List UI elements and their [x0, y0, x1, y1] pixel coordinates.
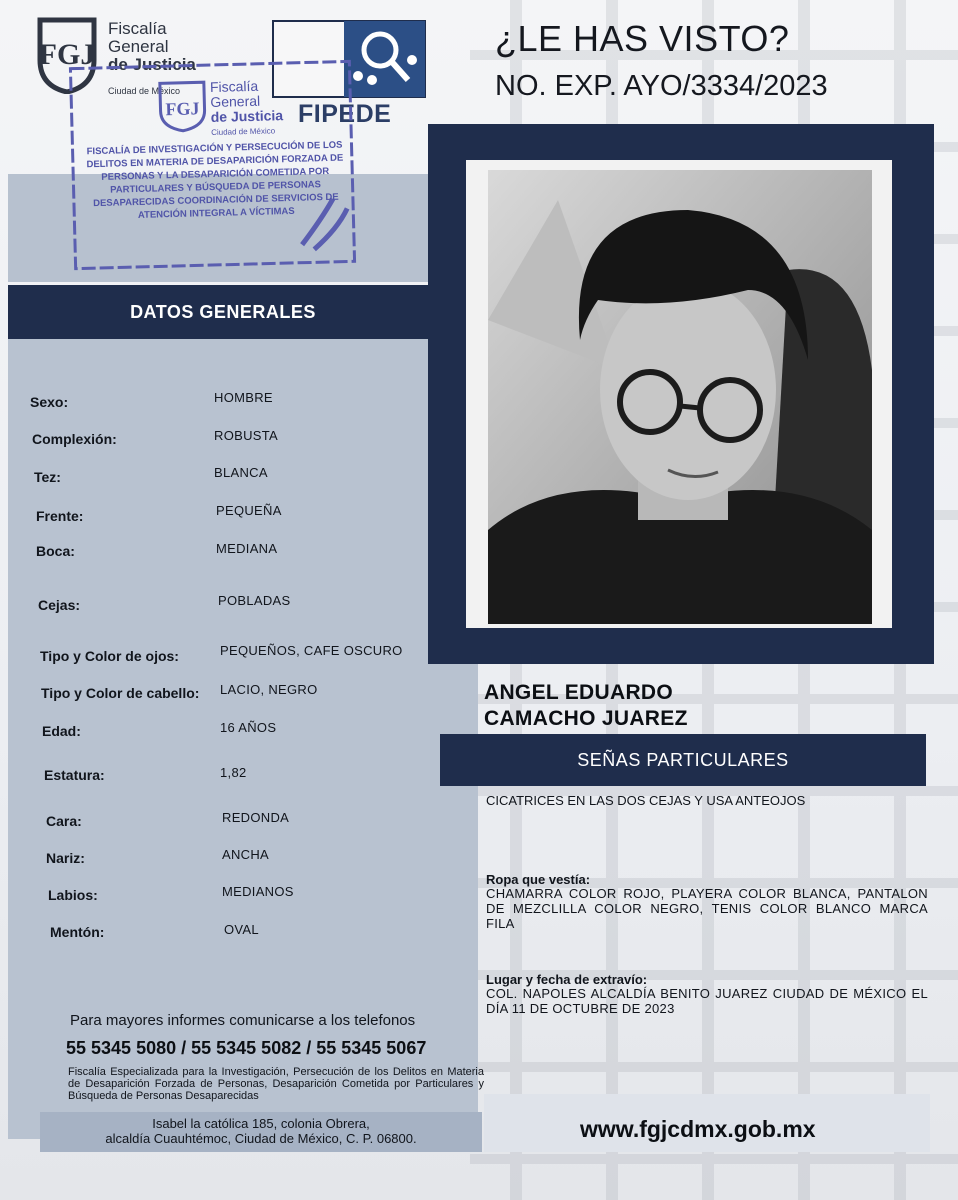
field-label-cabello: Tipo y Color de cabello: — [41, 685, 200, 701]
address-line-2: alcaldía Cuauhtémoc, Ciudad de México, C. P. 06800. — [105, 1131, 417, 1146]
field-label-boca: Boca: — [36, 543, 75, 559]
field-label-cara: Cara: — [46, 813, 82, 829]
official-stamp — [67, 55, 357, 271]
field-label-complexion: Complexión: — [32, 431, 117, 447]
logo-line-1: Fiscalía — [108, 19, 167, 38]
person-name — [484, 680, 688, 732]
field-value-nariz: ANCHA — [222, 847, 270, 862]
stamp-text: FISCALÍA DE INVESTIGACIÓN Y PERSECUCIÓN DE LOS DELITOS EN MATERIA DE DESAPARICIÓN FORZADA DE PERSONAS Y LA DESAPARICIÓN COMETIDA POR PARTICULARES Y BÚSQUEDA DE PERSONAS DESAPARECIDAS COORDINACIÓN DE SERVICIOS DE ATENCIÓN INTEGRAL A VÍCTIMAS — [86, 139, 344, 221]
field-label-labios: Labios: — [48, 887, 98, 903]
contact-phones: 55 5345 5080 / 55 5345 5082 / 55 5345 5067 — [66, 1038, 427, 1058]
expediente-number: NO. EXP. AYO/3334/2023 — [495, 70, 828, 102]
field-value-labios: MEDIANOS — [222, 884, 294, 899]
lugar-text: COL. NAPOLES ALCALDÍA BENITO JUAREZ CIUDAD DE MÉXICO EL DÍA 11 DE OCTUBRE DE 2023 — [486, 986, 928, 1016]
field-value-cejas: POBLADAS — [218, 593, 291, 608]
fipede-label: FIPEDE — [298, 100, 392, 128]
field-value-complexion: ROBUSTA — [214, 428, 278, 443]
ropa-label: Ropa que vestía: — [486, 872, 591, 887]
field-label-menton: Mentón: — [50, 924, 105, 940]
field-label-nariz: Nariz: — [46, 850, 85, 866]
field-value-sexo: HOMBRE — [214, 390, 273, 405]
field-value-cara: REDONDA — [222, 810, 290, 825]
field-label-tez: Tez: — [34, 469, 61, 485]
field-value-estatura: 1,82 — [220, 765, 247, 780]
field-value-boca: MEDIANA — [216, 541, 278, 556]
field-label-cejas: Cejas: — [38, 597, 81, 613]
person-name-line-1: ANGEL EDUARDO — [484, 681, 674, 704]
website-url: www.fgjcdmx.gob.mx — [580, 1116, 816, 1142]
lugar-label: Lugar y fecha de extravío: — [486, 972, 648, 987]
field-label-estatura: Estatura: — [44, 767, 105, 783]
logo-subtitle: Ciudad de México — [108, 86, 181, 96]
logo-line-3: de Justicia — [108, 55, 196, 74]
field-value-frente: PEQUEÑA — [216, 503, 282, 518]
stamp-logo-line-3: de Justicia — [210, 107, 284, 126]
field-value-edad: 16 AÑOS — [220, 720, 277, 735]
field-value-menton: OVAL — [224, 922, 259, 937]
field-label-ojos: Tipo y Color de ojos: — [40, 648, 179, 664]
address-line-1: Isabel la católica 185, colonia Obrera, — [152, 1116, 370, 1131]
ropa-text: CHAMARRA COLOR ROJO, PLAYERA COLOR BLANCA, PANTALON DE MEZCLILLA COLOR NEGRO, TENIS COLOR BLANCO MARCA FILA — [486, 886, 928, 931]
contact-title: Para mayores informes comunicarse a los telefonos — [70, 1012, 416, 1029]
svg-text:FGJ: FGJ — [165, 98, 200, 120]
stamp-logo-line-2: General — [210, 92, 261, 111]
person-photo — [488, 170, 872, 624]
datos-generales-heading: DATOS GENERALES — [8, 285, 438, 339]
field-label-sexo: Sexo: — [30, 394, 69, 410]
svg-text:FGJ: FGJ — [38, 38, 96, 71]
senas-particulares-heading: SEÑAS PARTICULARES — [440, 734, 926, 786]
stamp-logo-text — [210, 78, 284, 140]
page-title: ¿LE HAS VISTO? — [495, 18, 790, 59]
fiscalia-note: Fiscalía Especializada para la Investigación, Persecución de los Delitos en Materia de Desaparición Forzada de Personas, Desaparición Cometida por Particulares y Búsqueda de Personas Desaparecidas — [68, 1066, 484, 1102]
address-bar — [40, 1112, 482, 1152]
field-value-ojos: PEQUEÑOS, CAFE OSCURO — [220, 643, 403, 658]
stamp-logo-line-1: Fiscalía — [209, 77, 259, 96]
field-label-frente: Frente: — [36, 508, 84, 524]
senas-particulares-text: CICATRICES EN LAS DOS CEJAS Y USA ANTEOJOS — [486, 793, 806, 808]
logo-line-2: General — [108, 37, 169, 56]
person-name-line-2: CAMACHO JUAREZ — [484, 707, 688, 730]
stamp-logo-sub: Ciudad de México — [211, 126, 276, 138]
field-value-cabello: LACIO, NEGRO — [220, 682, 318, 697]
field-value-tez: BLANCA — [214, 465, 268, 480]
field-label-edad: Edad: — [42, 723, 81, 739]
